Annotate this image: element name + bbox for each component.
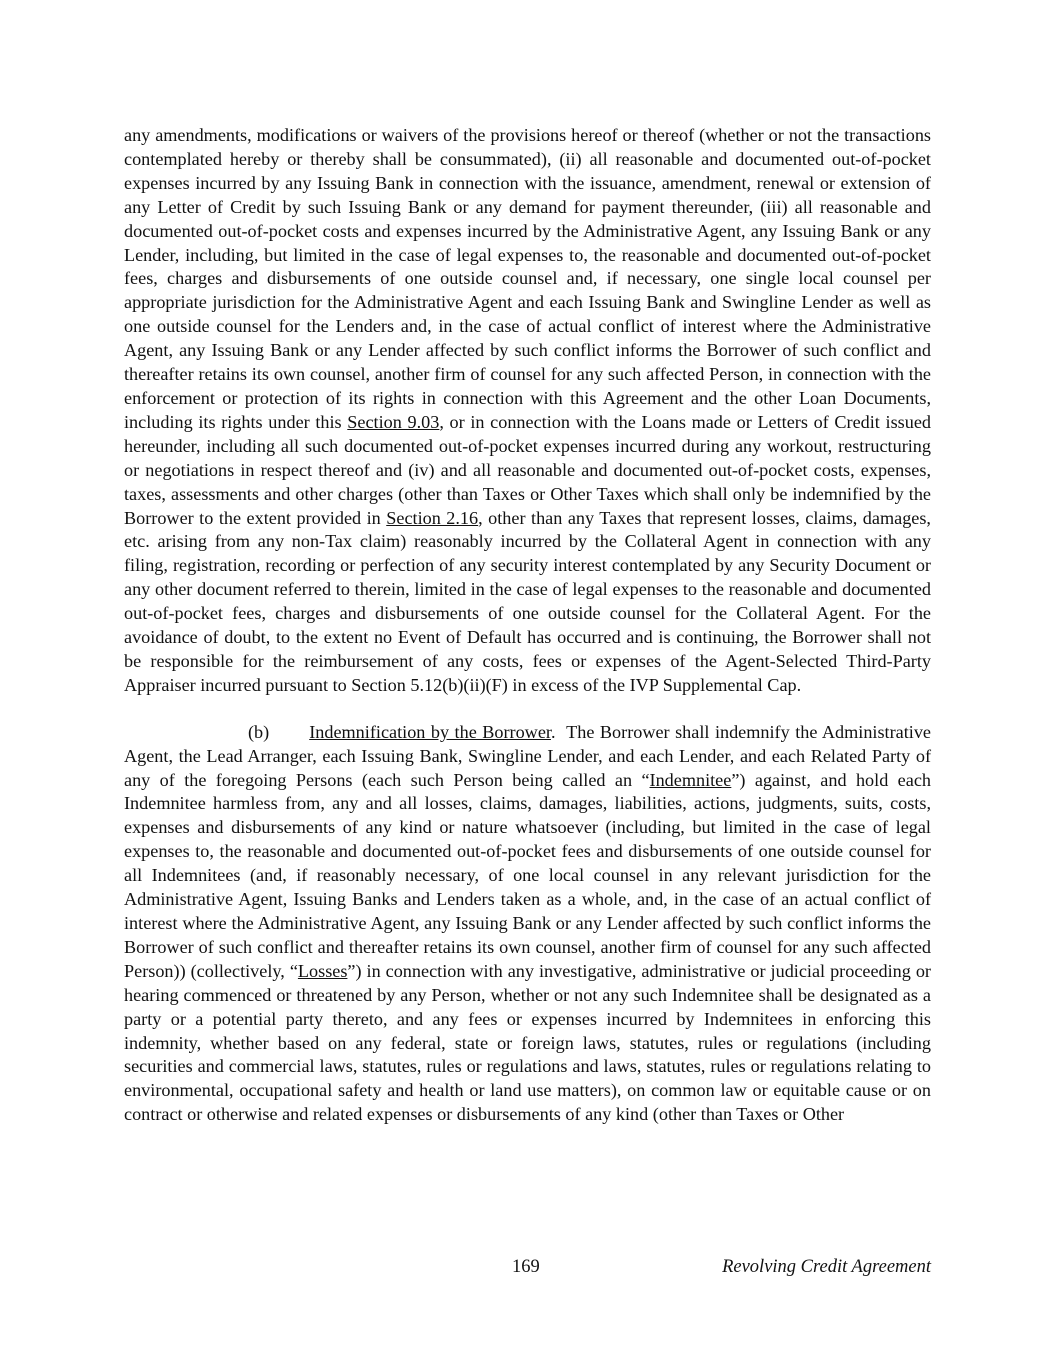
paragraph-b — [124, 721, 931, 1127]
defined-term-losses: Losses — [297, 960, 348, 981]
paragraph-b-text-1: The Borrower shall indemnify the Administrative Agent, the Lead Arranger, each Issuing Bank, Swingline Lender, and each Lender, and each Related Party of any of the foregoing Persons (each such Person being called an “ — [124, 721, 932, 790]
paragraph-b-text-2: ”) against, and hold each Indemnitee harmless from, any and all losses, claims, damages, liabilities, actions, judgments, suits, costs, expenses and disbursements of any kind or nature whatsoever (including, but limited in the case of legal expenses to, the reasonable and documented out-of-pocket fees and disbursements of one outside counsel for all Indemnitees (and, if reasonably necessary, of one local counsel in any relevant jurisdiction for the Administrative Agent, Issuing Banks and Lenders taken as a whole, and, in the case of an actual conflict of interest where the Administrative Agent, any Issuing Bank or any Lender affected by such conflict informs the Borrower of such conflict and thereafter retains its own counsel, another firm of counsel for any such affected Person)) (collectively, “ — [124, 769, 931, 981]
paragraph-b-heading: Indemnification by the Borrower — [309, 721, 551, 742]
page-number: 169 — [512, 1257, 540, 1277]
paragraph-a-text-2: , or in connection with the Loans made or Letters of Credit issued hereunder, including all such documented out-of-pocket expenses incurred during any workout, restructuring or negotiations in respect thereof and (iv) and all reasonable and documented out-of-pocket costs, expenses, taxes, assessments and other charges (other than Taxes or Other Taxes which shall only be indemnified by the Borrower to the extent provided in — [124, 411, 931, 528]
defined-term-indemnitee: Indemnitee — [649, 769, 732, 790]
paragraph-a — [124, 124, 931, 698]
section-ref-9-03: Section 9.03 — [347, 411, 440, 432]
paragraph-a-text-3: , other than any Taxes that represent losses, claims, damages, etc. arising from any non-Tax claim) reasonably incurred by the Collateral Agent in connection with any filing, registration, recording or perfection of any security interest contemplated by any Security Document or any other document referred to therein, limited in the case of legal expenses to the reasonable and documented out-of-pocket fees, charges and disbursements of one outside counsel for the Collateral Agent. For the avoidance of doubt, to the extent no Event of Default has occurred and is continuing, the Borrower shall not be responsible for the reimbursement of any costs, fees or expenses of the Agent-Selected Third-Party Appraiser incurred pursuant to Section 5.12(b)(ii)(F) in excess of the IVP Supplemental Cap. — [124, 507, 931, 695]
page-footer — [124, 1257, 931, 1281]
document-page — [124, 124, 931, 1127]
section-ref-2-16: Section 2.16 — [386, 507, 479, 528]
paragraph-b-heading-end: . — [550, 721, 567, 742]
paragraph-b-text-3: ”) in connection with any investigative, administrative or judicial proceeding or hearing commenced or threatened by any Person, whether or not any such Indemnitee shall be designated as a party or a potential party thereto, and any fees or expenses incurred by Indemnitees in enforcing this indemnity, whether based on any federal, state or foreign laws, statutes, rules or regulations (including securities and commercial laws, statutes, rules or regulations and laws, statutes, rules or regulations relating to environmental, occupational safety and health or land use matters), on common law or equitable cause or on contract or otherwise and related expenses or disbursements of any kind (other than Taxes or Other — [124, 960, 931, 1125]
document-title: Revolving Credit Agreement — [722, 1257, 931, 1277]
paragraph-a-text-1: any amendments, modifications or waivers of the provisions hereof or thereof (whether or not the transactions contemplated hereby or thereby shall be consummated), (ii) all reasonable and documented out-of-pocket expenses incurred by any Issuing Bank in connection with the issuance, amendment, renewal or extension of any Letter of Credit by such Issuing Bank or any demand for payment thereunder, (iii) all reasonable and documented out-of-pocket costs and expenses incurred by the Administrative Agent, any Issuing Bank or any Lender, including, but limited in the case of legal expenses to, the reasonable and documented out-of-pocket fees, charges and disbursements of one outside counsel and, if necessary, one single local counsel per appropriate jurisdiction for the Administrative Agent and each Issuing Bank and Swingline Lender as well as one outside counsel for the Lenders and, in the case of actual conflict of interest where the Administrative Agent, any Issuing Bank or any Lender affected by such conflict informs the Borrower of such conflict and thereafter retains its own counsel, another firm of counsel for any such affected Person, in connection with the enforcement or protection of its rights in connection with this Agreement and the other Loan Documents, including its rights under this — [124, 125, 931, 432]
paragraph-b-label: (b) — [248, 721, 270, 742]
